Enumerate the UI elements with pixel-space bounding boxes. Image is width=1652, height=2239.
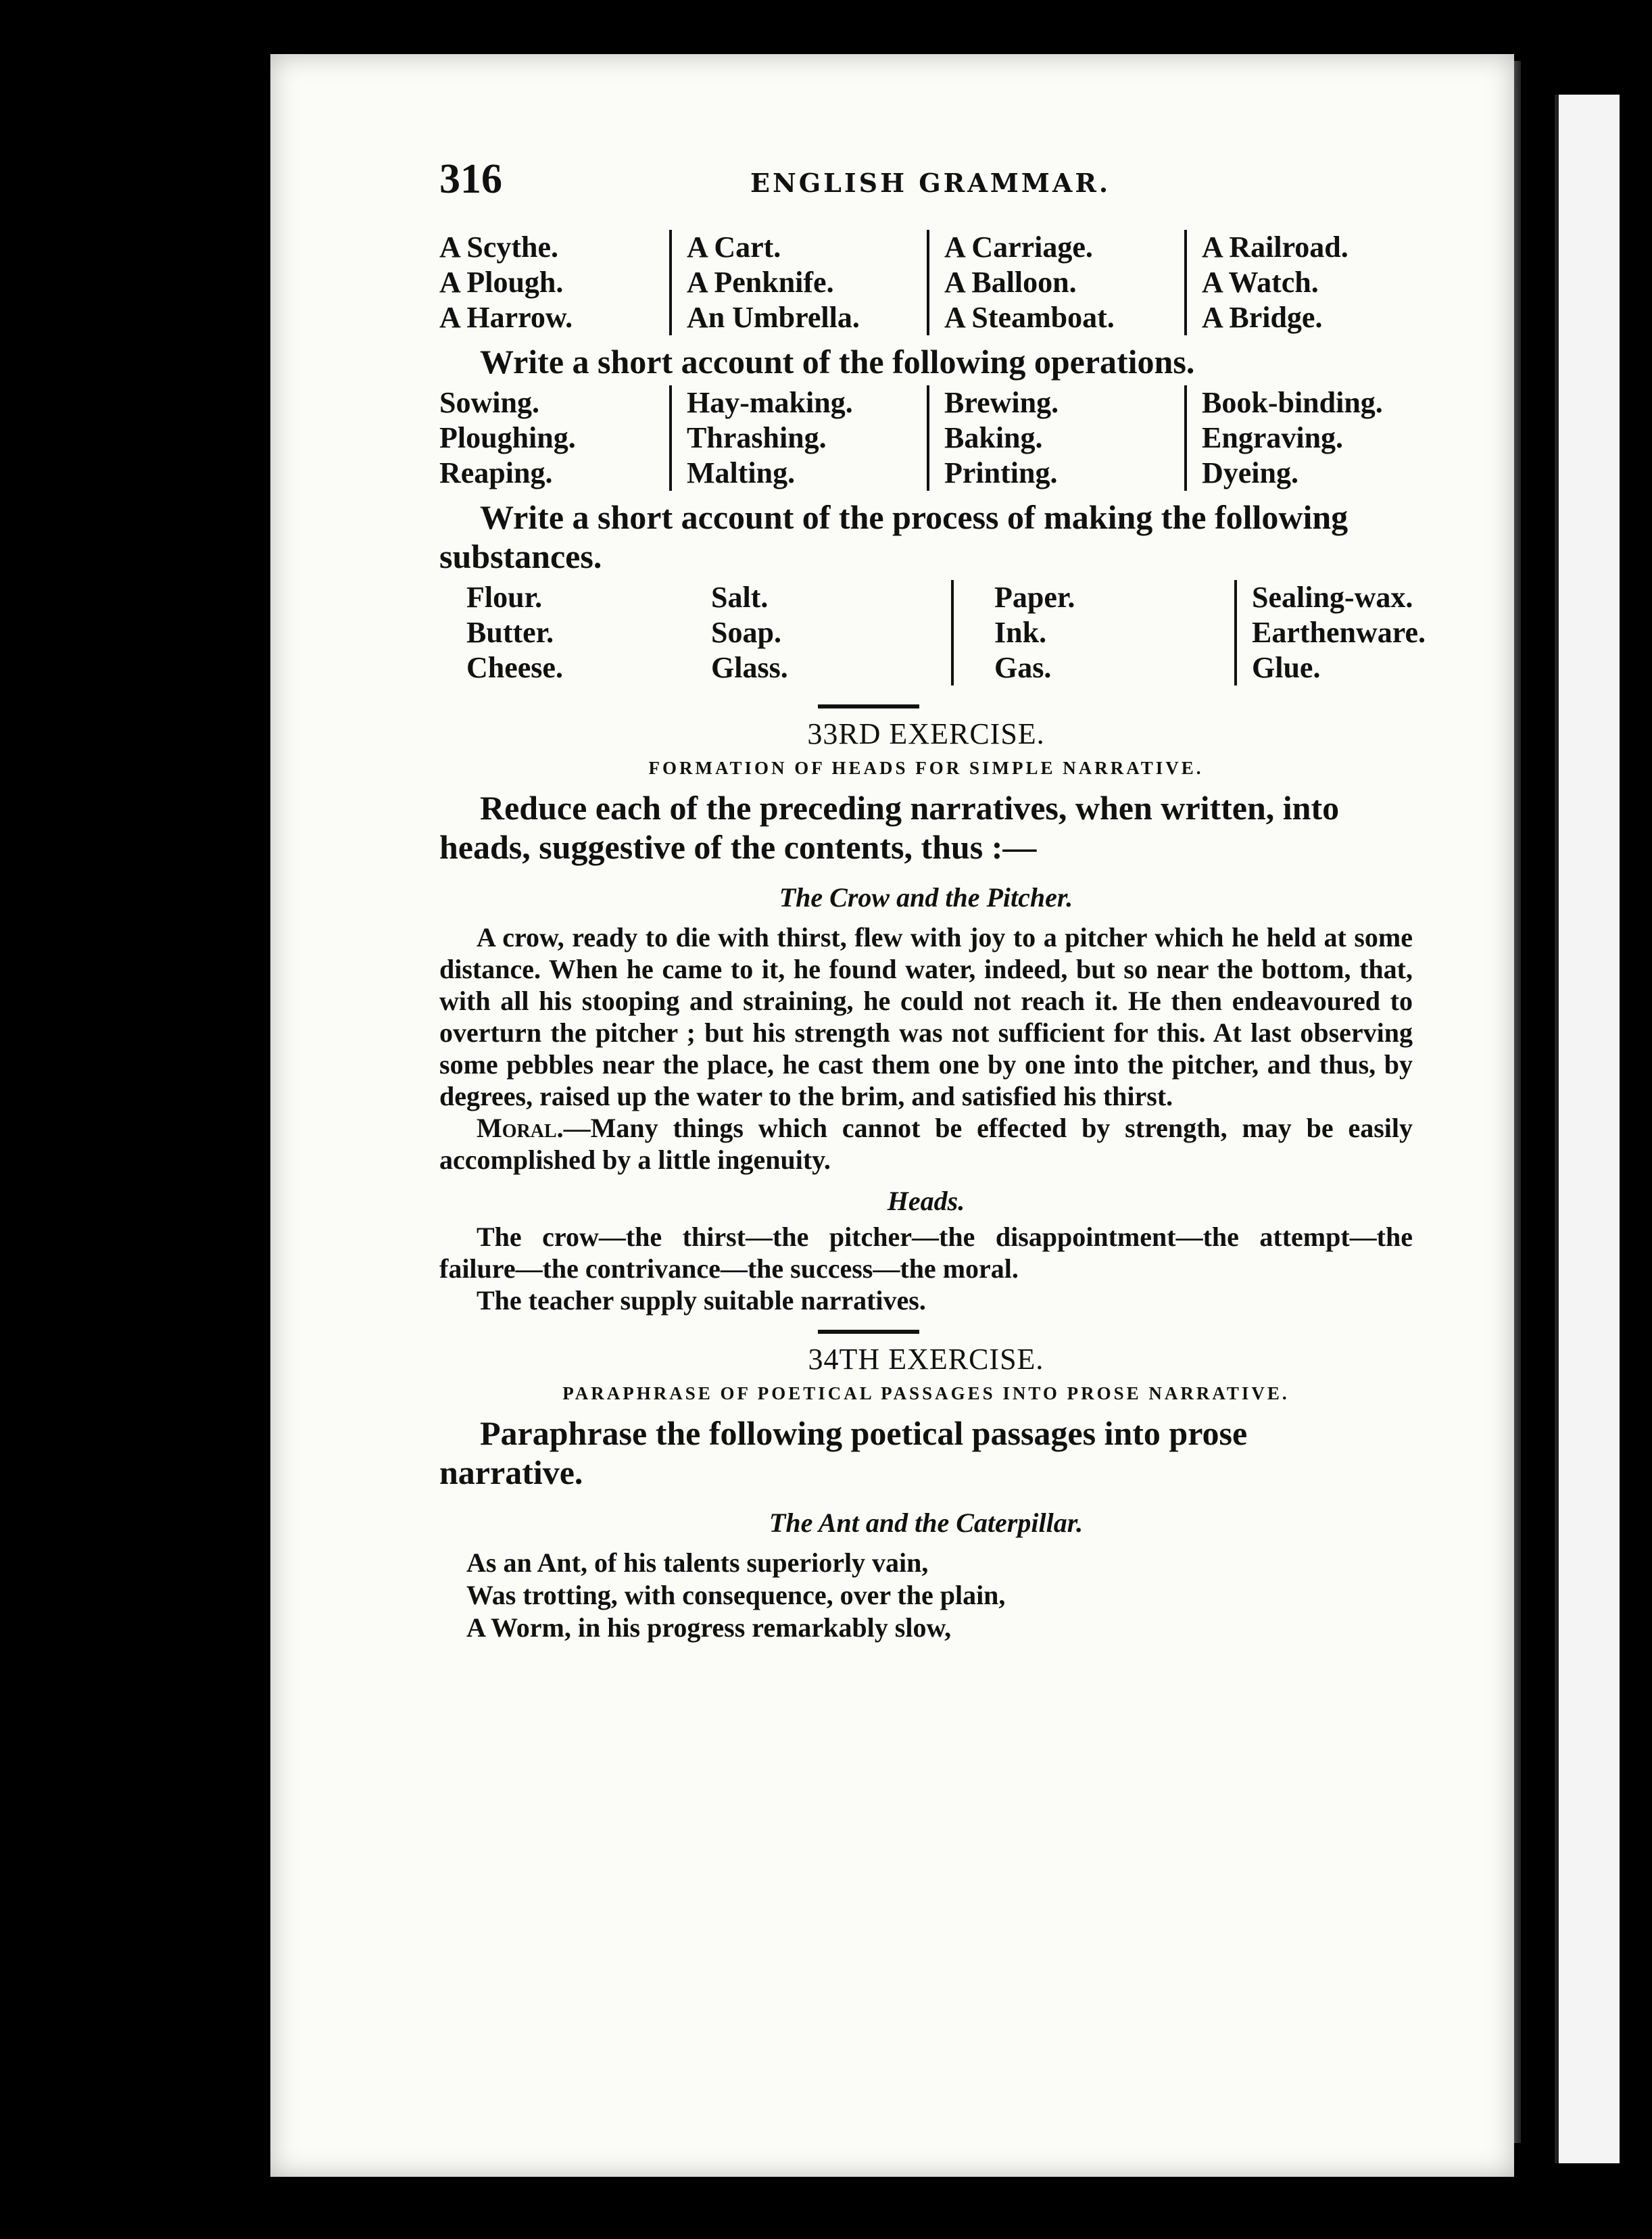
section-rule — [818, 1330, 919, 1334]
poem-line: A Worm, in his progress remarkably slow, — [466, 1612, 952, 1643]
substances-col-2 — [696, 580, 951, 685]
operations-col-4 — [1184, 385, 1425, 491]
moral-label: Moral. — [477, 1113, 564, 1143]
list-item: An Umbrella. — [687, 301, 860, 334]
operations-col-1 — [439, 385, 669, 491]
running-title: ENGLISH GRAMMAR. — [750, 168, 1111, 198]
exercise-33-instruction: Reduce each of the preceding narratives, when written, into heads, suggestive of the contents, thus :— — [439, 789, 1340, 866]
list-item: Salt. — [711, 581, 769, 614]
list-item: Glass. — [711, 651, 788, 684]
list-item: Cheese. — [466, 651, 563, 684]
list-item: Baking. — [944, 421, 1043, 454]
list-item: Sealing-wax. — [1252, 581, 1413, 614]
exercise-34-title: 34TH EXERCISE. — [808, 1343, 1044, 1376]
moral — [439, 1112, 1413, 1176]
list-item: Earthenware. — [1252, 616, 1426, 649]
objects-col-2 — [669, 230, 927, 335]
exercise-34-subtitle: PARAPHRASE OF POETICAL PASSAGES INTO PROSE NARRATIVE. — [562, 1383, 1290, 1403]
instruction-operations: Write a short account of the following operations. — [480, 343, 1195, 381]
story-title: The Crow and the Pitcher. — [779, 882, 1073, 913]
running-head — [439, 155, 1652, 230]
list-item: Thrashing. — [687, 421, 827, 454]
objects-col-4 — [1184, 230, 1425, 335]
list-item: Malting. — [687, 456, 796, 489]
teacher-note: The teacher supply suitable narratives. — [477, 1285, 926, 1316]
operations-col-3 — [927, 385, 1184, 491]
story-text: A crow, ready to die with thirst, flew with joy to a pitcher which he held at some distance. When he came to it, he found water, indeed, but so near the bottom, that, with all his stooping and straining, he could not reach it. He then endeavoured to overturn the pitcher ; but his strength was not sufficient for this. At last observing some pebbles near the place, he cast them one by one into the pitcher, and thus, by degrees, raised up the water to the brim, and satisfied his thirst. — [439, 922, 1413, 1111]
poem — [439, 1547, 1652, 1644]
section-rule — [818, 704, 919, 708]
list-item: A Carriage. — [944, 231, 1093, 264]
list-item: A Cart. — [687, 231, 781, 264]
list-item: Paper. — [994, 581, 1075, 614]
substances-list — [439, 580, 1426, 685]
poem-title: The Ant and the Caterpillar. — [769, 1508, 1084, 1538]
page-content — [439, 155, 1652, 1644]
substances-col-4 — [1234, 580, 1475, 685]
list-item: Glue. — [1252, 651, 1321, 684]
objects-list — [439, 230, 1413, 335]
list-item: A Scythe. — [439, 231, 558, 264]
list-item: Book-binding. — [1202, 386, 1383, 419]
list-item: A Plough. — [439, 266, 564, 299]
page-number: 316 — [439, 156, 502, 202]
poem-line: As an Ant, of his talents superiorly vain, — [466, 1547, 929, 1578]
substances-col-3 — [951, 580, 1234, 685]
list-item: Sowing. — [439, 386, 539, 419]
exercise-33-subtitle: FORMATION OF HEADS FOR SIMPLE NARRATIVE. — [648, 758, 1204, 778]
operations-list — [439, 385, 1413, 491]
list-item: Soap. — [711, 616, 781, 649]
list-item: Ink. — [994, 616, 1047, 649]
exercise-34-instruction: Paraphrase the following poetical passages into prose narrative. — [439, 1414, 1248, 1491]
heads-text: The crow—the thirst—the pitcher—the disappointment—the attempt—the failure—the contrivance—the success—the moral. — [439, 1222, 1413, 1284]
operations-col-2 — [669, 385, 927, 491]
list-item: Hay-making. — [687, 386, 853, 419]
poem-line: Was trotting, with consequence, over the plain, — [466, 1580, 1006, 1610]
moral-text: —Many things which cannot be effected by strength, may be easily accomplished by a little ingenuity. — [439, 1113, 1413, 1175]
objects-col-1 — [439, 230, 669, 335]
list-item: Printing. — [944, 456, 1058, 489]
list-item: A Railroad. — [1202, 231, 1349, 264]
list-item: A Watch. — [1202, 266, 1319, 299]
list-item: A Penknife. — [687, 266, 834, 299]
list-item: Flour. — [466, 581, 543, 614]
heads-title: Heads. — [887, 1186, 965, 1216]
list-item: Ploughing. — [439, 421, 576, 454]
list-item: Butter. — [466, 616, 554, 649]
book-page — [270, 54, 1514, 2177]
list-item: A Bridge. — [1202, 301, 1323, 334]
list-item: Brewing. — [944, 386, 1059, 419]
list-item: Dyeing. — [1202, 456, 1298, 489]
list-item: Engraving. — [1202, 421, 1344, 454]
objects-col-3 — [927, 230, 1184, 335]
list-item: Gas. — [994, 651, 1052, 684]
list-item: A Harrow. — [439, 301, 573, 334]
substances-col-1 — [439, 580, 696, 685]
instruction-substances: Write a short account of the process of making the following substances. — [439, 498, 1349, 575]
list-item: A Balloon. — [944, 266, 1077, 299]
exercise-33-title: 33RD EXERCISE. — [807, 717, 1045, 750]
list-item: Reaping. — [439, 456, 553, 489]
list-item: A Steamboat. — [944, 301, 1115, 334]
